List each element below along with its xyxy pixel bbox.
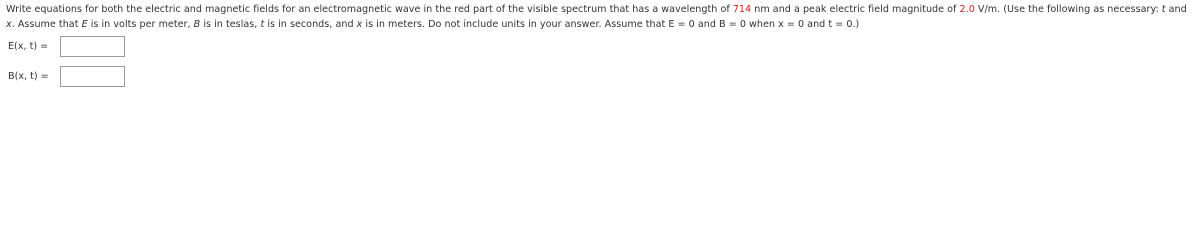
- question-text-segment: V/m. (Use the following as necessary:: [974, 4, 1162, 15]
- question-text-segment: and: [1165, 4, 1187, 15]
- question-text-segment: is in seconds, and: [264, 19, 357, 30]
- variable-x: x: [356, 19, 363, 30]
- variable-B: B: [193, 19, 201, 30]
- peak-field-value: 2.0: [959, 4, 975, 15]
- question-text-segment: is in volts per meter,: [87, 19, 194, 30]
- variable-E: E: [81, 19, 88, 30]
- question-intro: Write equations for both the electric and magnetic fields for an electromagnetic wave in the red part of the visible spectrum that has a wavelength of: [6, 4, 733, 15]
- question-text-segment: . Assume that: [11, 19, 82, 30]
- electric-field-input[interactable]: [60, 36, 125, 57]
- question-text: [6, 2, 1196, 32]
- variable-t: t: [1161, 4, 1166, 15]
- electric-field-label: E(x, t) =: [8, 40, 49, 52]
- variable-x: x: [6, 19, 12, 30]
- wavelength-value: 714: [732, 4, 752, 15]
- question-text-segment: nm and a peak electric field magnitude of: [751, 4, 960, 15]
- question-text-segment: is in teslas,: [200, 19, 261, 30]
- question-text-segment: is in meters. Do not include units in your answer. Assume that E = 0 and B = 0 when x = 0 and t = 0.): [362, 19, 860, 30]
- magnetic-field-label: B(x, t) =: [8, 70, 49, 82]
- magnetic-field-input[interactable]: [60, 66, 125, 87]
- variable-t: t: [260, 19, 265, 30]
- answer-row-magnetic-field: [8, 64, 125, 88]
- answer-row-electric-field: [8, 34, 125, 58]
